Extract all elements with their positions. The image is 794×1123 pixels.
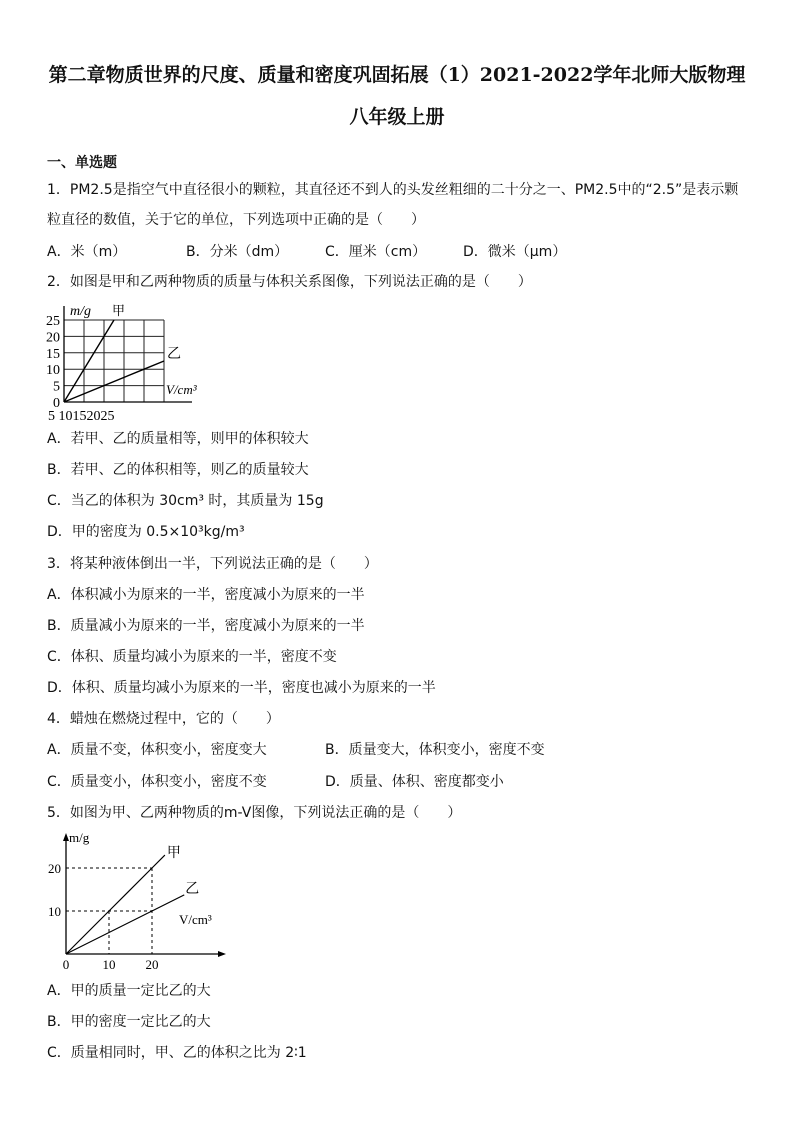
q5-option-c: C．质量相同时，甲、乙的体积之比为 2∶1 (47, 1045, 307, 1061)
q3-option-c: C．体积、质量均减小为原来的一半，密度不变 (47, 649, 337, 665)
chart1-series-line (64, 361, 164, 402)
section-heading: 一、单选题 (47, 155, 117, 171)
chart1-x-tick-labels: 5 10152025 (48, 409, 115, 420)
chart2-x-tick-label: 0 (62, 957, 70, 972)
chart2-series-yi-label: 乙 (185, 881, 200, 897)
q2-option-d: D．甲的密度为 0.5×10³kg/m³ (47, 524, 245, 540)
q2-mass-volume-chart (38, 298, 218, 420)
q5-option-b: B．甲的密度一定比乙的大 (47, 1014, 211, 1030)
q2-option-a: A．若甲、乙的质量相等，则甲的体积较大 (47, 431, 309, 447)
page-title-line2: 八年级上册 (349, 106, 445, 128)
chart2-series-jia-label: 甲 (166, 846, 181, 862)
chart1-grid (64, 320, 164, 402)
chart2-x-tick-label: 20 (145, 957, 159, 972)
q3-option-a: A．体积减小为原来的一半，密度减小为原来的一半 (47, 587, 365, 603)
question-1-line1: 1．PM2.5是指空气中直径很小的颗粒，其直径还不到人的头发丝粗细的二十分之一、PM2.5中的“2.5”是表示颗 (47, 182, 739, 198)
q2-option-b: B．若甲、乙的体积相等，则乙的质量较大 (47, 462, 309, 478)
q1-option-d: D．微米（μm） (463, 244, 567, 260)
question-4-stem: 4．蜡烛在燃烧过程中，它的（ ） (47, 711, 280, 727)
q1-option-a: A．米（m） (47, 244, 127, 260)
chart1-series-line (64, 320, 114, 402)
chart2-x-axis-label: V/cm³ (179, 912, 212, 927)
chart2-axes (63, 833, 226, 957)
question-1-line2: 粒直径的数值，关于它的单位，下列选项中正确的是（ ） (47, 212, 425, 228)
page-title-line1: 第二章物质世界的尺度、质量和密度巩固拓展（1）2021-2022学年北师大版物理 (48, 64, 746, 86)
q4-option-a: A．质量不变，体积变小，密度变大 (47, 742, 267, 758)
chart1-y-tick-label: 25 (46, 314, 60, 329)
chart2-series (66, 855, 184, 954)
q3-option-d: D．体积、质量均减小为原来的一半，密度也减小为原来的一半 (47, 680, 436, 696)
chart1-y-tick-label: 5 (53, 379, 60, 395)
question-3-stem: 3．将某种液体倒出一半，下列说法正确的是（ ） (47, 556, 378, 572)
q3-option-b: B．质量减小为原来的一半，密度减小为原来的一半 (47, 618, 365, 634)
q5-mass-volume-chart (38, 826, 238, 974)
chart2-x-tick-label: 10 (102, 957, 116, 972)
q2-option-c: C．当乙的体积为 30cm³ 时，其质量为 15g (47, 493, 324, 509)
chart1-y-tick-label: 0 (53, 396, 60, 411)
chart1-y-tick-label: 20 (46, 330, 60, 346)
chart1-series-yi-label: 乙 (167, 347, 181, 362)
chart2-y-axis-label: m/g (69, 830, 90, 845)
question-2-stem: 2．如图是甲和乙两种物质的质量与体积关系图像，下列说法正确的是（ ） (47, 274, 532, 290)
chart2-y-tick-label: 10 (48, 904, 61, 919)
chart2-series-line (66, 855, 165, 954)
q1-option-b: B．分米（dm） (186, 244, 289, 260)
q4-option-c: C．质量变小，体积变小，密度不变 (47, 774, 267, 790)
chart1-series-jia-label: 甲 (112, 303, 126, 318)
q5-option-a: A．甲的质量一定比乙的大 (47, 983, 211, 999)
chart2-y-tick-label: 20 (48, 861, 61, 876)
chart2-series-line (66, 895, 184, 954)
chart1-y-axis-label: m/g (70, 304, 91, 319)
q4-option-d: D．质量、体积、密度都变小 (325, 774, 504, 790)
chart1-series (64, 320, 164, 402)
question-5-stem: 5．如图为甲、乙两种物质的m-V图像，下列说法正确的是（ ） (47, 805, 462, 821)
q4-option-b: B．质量变大，体积变小，密度不变 (325, 742, 545, 758)
chart1-y-tick-label: 15 (46, 346, 60, 362)
chart1-x-axis-label: V/cm³ (166, 382, 197, 397)
chart2-x-arrow (218, 951, 226, 957)
q1-option-c: C．厘米（cm） (325, 244, 427, 260)
chart1-y-tick-label: 10 (46, 363, 60, 379)
